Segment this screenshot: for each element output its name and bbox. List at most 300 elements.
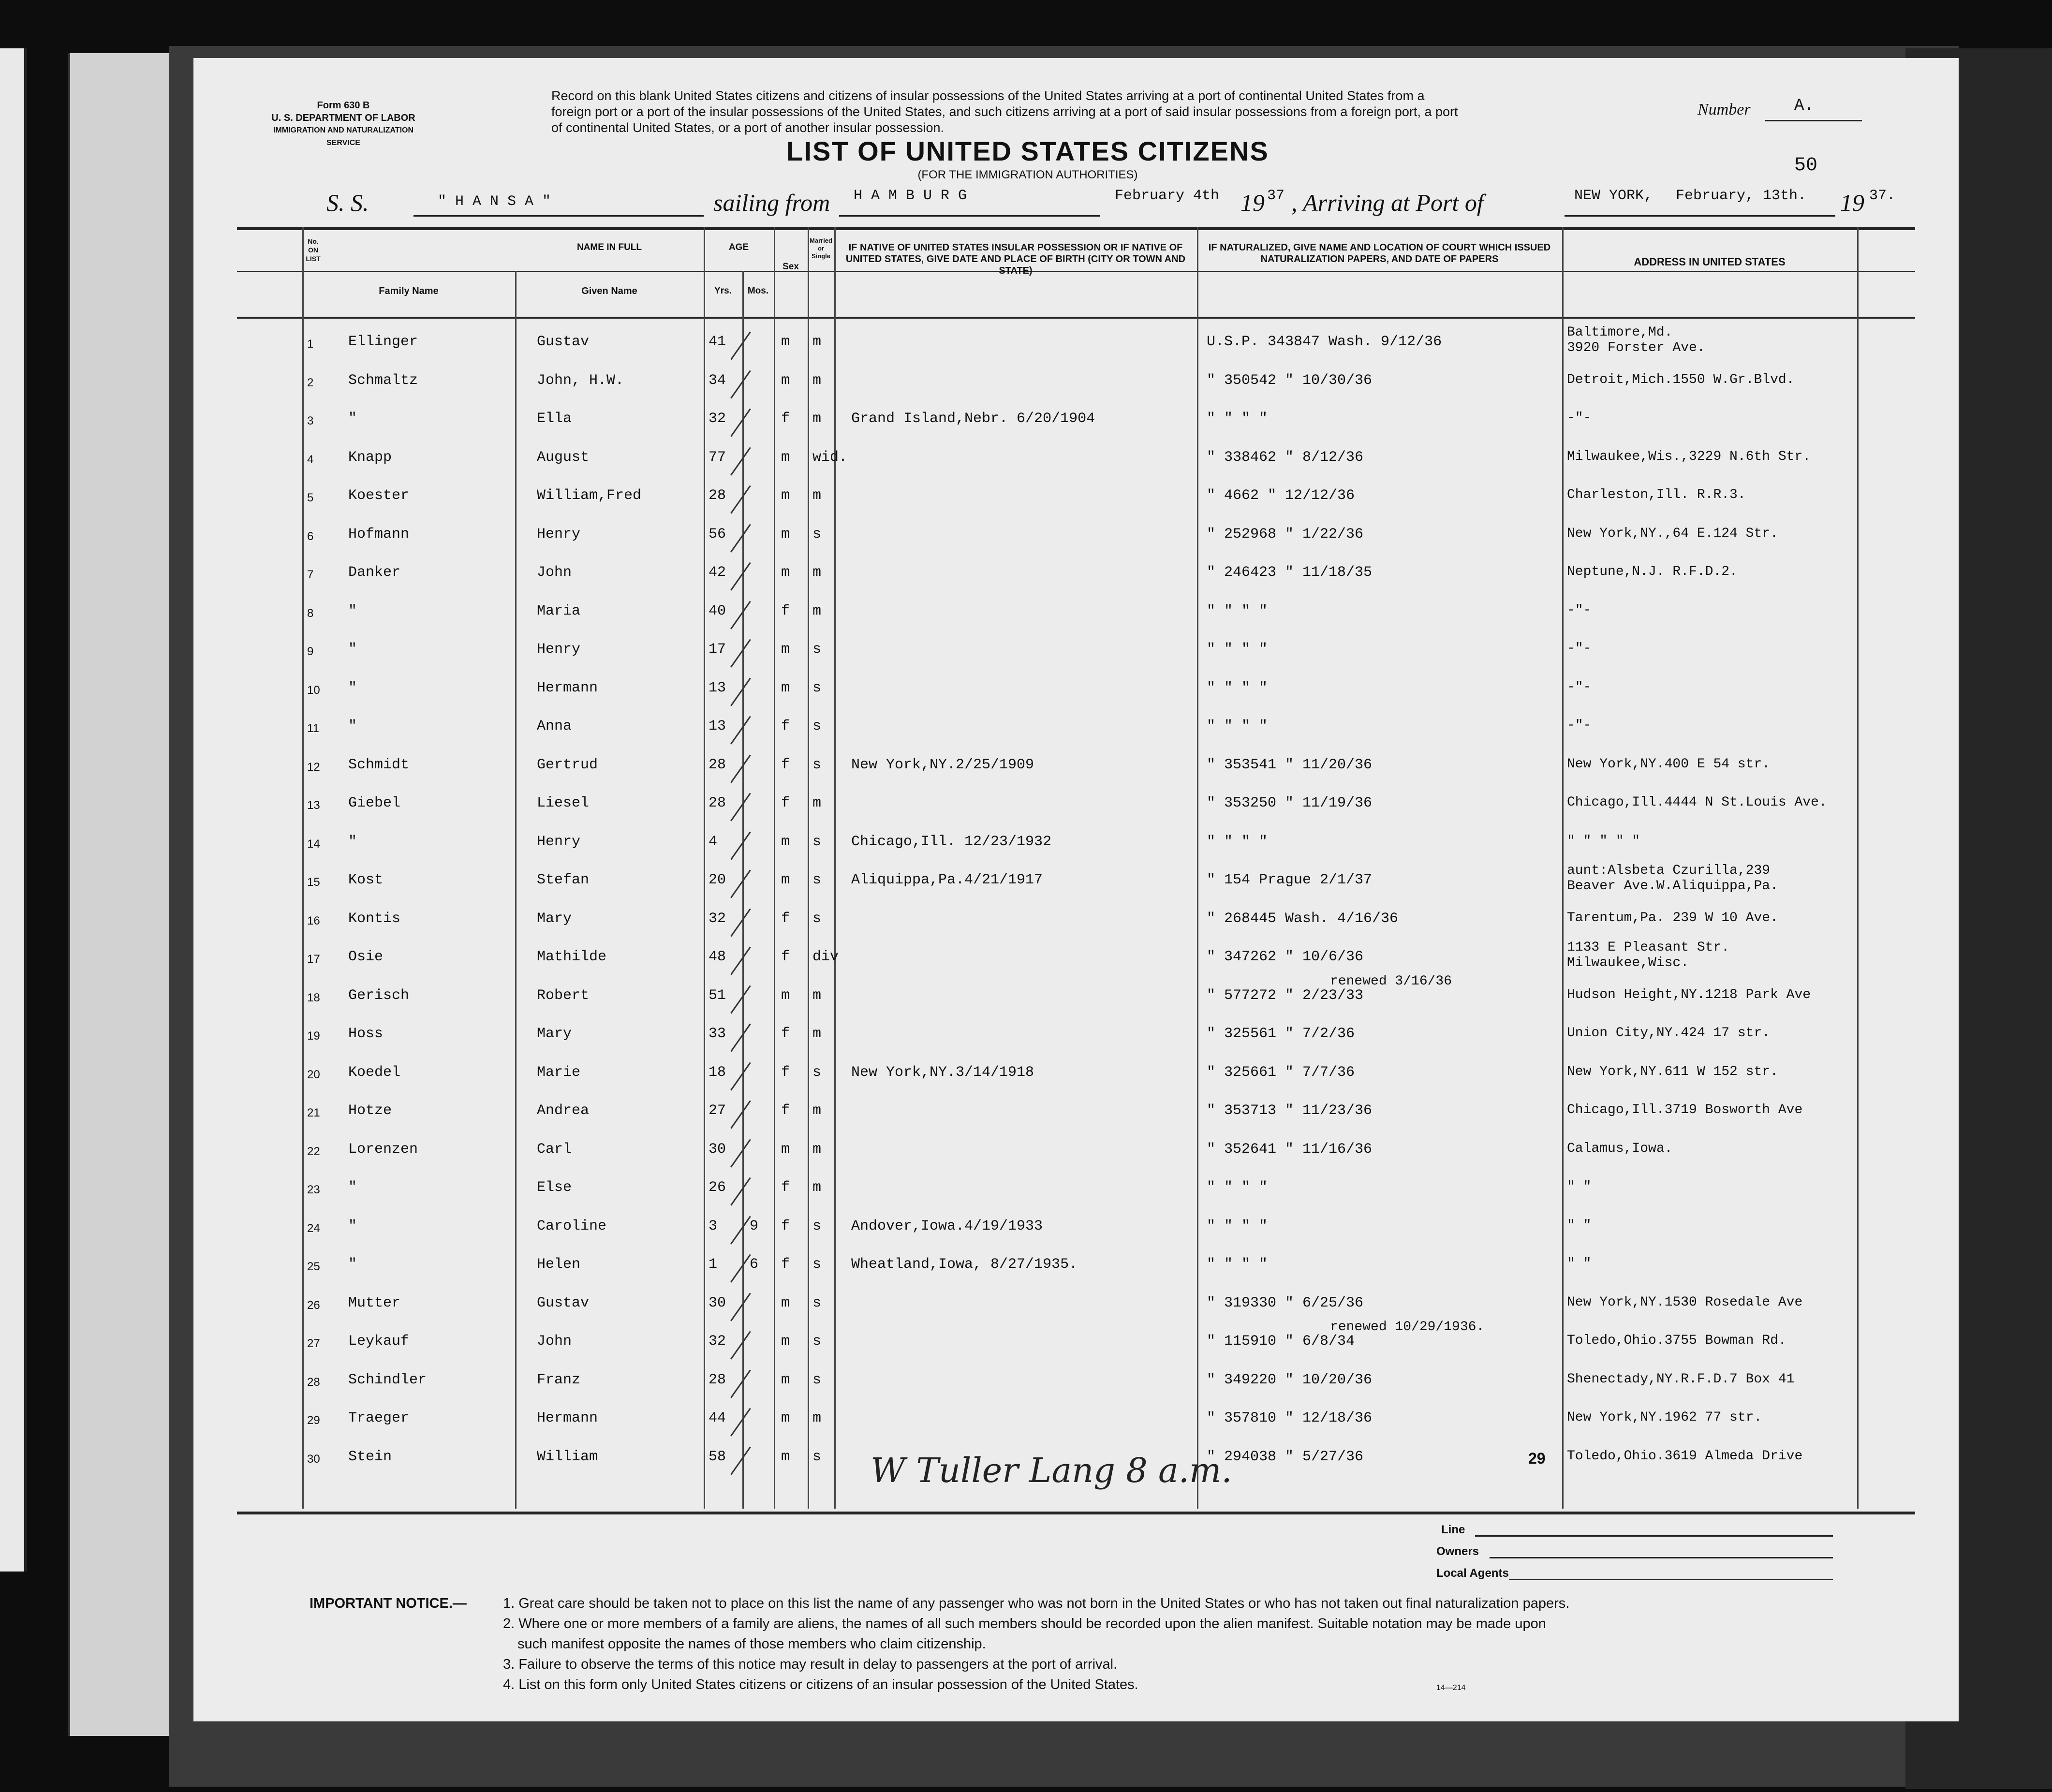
marital-status: m — [812, 334, 822, 350]
address: Hudson Height,NY.1218 Park Ave — [1567, 987, 1811, 1002]
line-label: Line — [1441, 1523, 1465, 1536]
given-name: Stefan — [537, 872, 590, 888]
sex: m — [781, 1410, 790, 1426]
family-name: Kost — [348, 872, 384, 888]
marital-status: s — [812, 526, 822, 543]
sex: f — [781, 718, 790, 734]
page-number: 50 — [1794, 155, 1818, 176]
age-years: 28 — [709, 487, 726, 504]
marital-status: s — [812, 679, 822, 696]
naturalization: U.S.P. 343847 Wash. 9/12/36 — [1207, 334, 1442, 350]
sailing-label: sailing from — [713, 189, 830, 216]
row-number: 27 — [307, 1337, 320, 1350]
given-name: Gustav — [537, 1294, 590, 1311]
age-years: 28 — [709, 1371, 726, 1388]
sex: m — [781, 449, 790, 466]
birth-place-date: Chicago,Ill. 12/23/1932 — [851, 833, 1052, 850]
address: Detroit,Mich.1550 W.Gr.Blvd. — [1567, 372, 1795, 387]
birth-place-date: Aliquippa,Pa.4/21/1917 — [851, 872, 1043, 888]
age-years: 27 — [709, 1102, 726, 1119]
address: New York,NY.1962 77 str. — [1567, 1410, 1762, 1425]
row-number: 13 — [307, 799, 320, 812]
address: Baltimore,Md. — [1567, 325, 1673, 340]
address: " " — [1567, 1218, 1592, 1233]
age-years: 3 — [709, 1218, 718, 1234]
sex: f — [781, 411, 790, 427]
family-name: " — [348, 1179, 357, 1196]
age-years: 32 — [709, 910, 726, 927]
sex: m — [781, 1141, 790, 1158]
sex: m — [781, 526, 790, 543]
given-name: Henry — [537, 833, 581, 850]
row-number: 7 — [307, 568, 314, 581]
notice-heading: IMPORTANT NOTICE.— — [310, 1596, 467, 1611]
form-number: Form 630 B — [317, 100, 370, 111]
ship-underline — [413, 215, 704, 217]
sex: f — [781, 1064, 790, 1081]
family-name: Hotze — [348, 1102, 392, 1119]
family-name: Koedel — [348, 1064, 401, 1081]
naturalization: " 246423 " 11/18/35 — [1207, 564, 1373, 581]
family-name: Kontis — [348, 910, 401, 927]
address-line-2: Milwaukee,Wisc. — [1567, 955, 1689, 970]
family-name: Schmaltz — [348, 372, 418, 389]
header-bottom-rule — [237, 317, 1915, 319]
col-header-native: IF NATIVE OF UNITED STATES INSULAR POSSESSION OR IF NATIVE OF UNITED STATES, GIVE DATE AND PLACE OF BIRTH (CITY OR TOWN AND STATE) — [845, 242, 1186, 276]
age-years: 56 — [709, 526, 726, 543]
marital-status: m — [812, 1410, 822, 1426]
col-header-address: ADDRESS IN UNITED STATES — [1634, 256, 1786, 268]
family-name: Knapp — [348, 449, 392, 466]
address: Tarentum,Pa. 239 W 10 Ave. — [1567, 910, 1778, 925]
col-header-married: Married or Single — [810, 237, 832, 260]
family-name: Osie — [348, 949, 384, 965]
row-number: 5 — [307, 491, 314, 504]
year-prefix: 19 — [1840, 189, 1864, 216]
family-name: " — [348, 718, 357, 734]
row-number: 18 — [307, 991, 320, 1004]
notice-item: 4. List on this form only United States citizens or citizens of an insular possession of the United States. — [503, 1677, 1138, 1692]
from-underline — [839, 215, 1100, 217]
naturalization: " 268445 Wash. 4/16/36 — [1207, 910, 1399, 927]
age-years: 44 — [709, 1410, 726, 1426]
page-subtitle: (FOR THE IMMIGRATION AUTHORITIES) — [917, 168, 1138, 181]
naturalization: " 115910 " 6/8/34 — [1207, 1333, 1355, 1350]
service: IMMIGRATION AND NATURALIZATION SERVICE — [273, 126, 414, 147]
naturalization: " " " " — [1207, 1179, 1268, 1196]
given-name: William — [537, 1448, 598, 1465]
naturalization: " " " " — [1207, 679, 1268, 696]
page-title: LIST OF UNITED STATES CITIZENS — [786, 136, 1269, 166]
age-years: 30 — [709, 1141, 726, 1158]
col-header-name: NAME IN FULL — [576, 242, 642, 252]
family-name: Koester — [348, 487, 410, 504]
age-years: 13 — [709, 679, 726, 696]
family-name: " — [348, 833, 357, 850]
col-divider — [774, 227, 775, 1509]
given-name: Mathilde — [537, 949, 607, 965]
given-name: Andrea — [537, 1102, 590, 1119]
age-years: 32 — [709, 1333, 726, 1350]
sex: f — [781, 910, 790, 927]
row-number: 28 — [307, 1375, 320, 1389]
given-name: Robert — [537, 987, 590, 1004]
marital-status: s — [812, 756, 822, 773]
marital-status: m — [812, 487, 822, 504]
address: Toledo,Ohio.3619 Almeda Drive — [1567, 1448, 1803, 1464]
marital-status: s — [812, 833, 822, 850]
depart-date: February 4th — [1115, 188, 1220, 204]
age-years: 4 — [709, 833, 718, 850]
agents-label: Local Agents — [1436, 1567, 1509, 1580]
family-name: Hoss — [348, 1026, 384, 1042]
age-years: 48 — [709, 949, 726, 965]
row-number: 17 — [307, 953, 320, 966]
family-name: Ellinger — [348, 334, 418, 350]
naturalization: " 357810 " 12/18/36 — [1207, 1410, 1373, 1426]
naturalization: " 338462 " 8/12/36 — [1207, 449, 1364, 466]
col-header-no: No. ON LIST — [306, 237, 321, 263]
row-number: 10 — [307, 683, 320, 697]
number-underline — [1765, 120, 1862, 121]
row-number: 19 — [307, 1029, 320, 1043]
age-years: 30 — [709, 1294, 726, 1311]
family-name: " — [348, 411, 357, 427]
address: Chicago,Ill.3719 Bosworth Ave — [1567, 1102, 1803, 1117]
family-name: Leykauf — [348, 1333, 410, 1350]
age-years: 42 — [709, 564, 726, 581]
row-number: 14 — [307, 837, 320, 851]
sex: f — [781, 602, 790, 619]
address: Neptune,N.J. R.F.D.2. — [1567, 564, 1738, 579]
marital-status: s — [812, 641, 822, 658]
family-name: " — [348, 679, 357, 696]
age-years: 41 — [709, 334, 726, 350]
year-suffix: 37. — [1869, 188, 1896, 204]
notice-item: 2. Where one or more members of a family are aliens, the names of all such members should be recorded upon the alien manifest. Suitable notation may be made upon — [503, 1616, 1546, 1631]
naturalization: " " " " — [1207, 641, 1268, 658]
birth-place-date: Andover,Iowa.4/19/1933 — [851, 1218, 1043, 1234]
age-years: 77 — [709, 449, 726, 466]
sex: m — [781, 872, 790, 888]
given-name: Carl — [537, 1141, 572, 1158]
given-name: Ella — [537, 411, 572, 427]
naturalization: " 353250 " 11/19/36 — [1207, 795, 1373, 811]
agents-underline — [1509, 1579, 1833, 1580]
sex: f — [781, 756, 790, 773]
family-name: " — [348, 1218, 357, 1234]
given-name: Anna — [537, 718, 572, 734]
given-name: Caroline — [537, 1218, 607, 1234]
record-line: Record on this blank United States citizens and citizens of insular possessions of the United States arriving at a port of continental United States from a — [551, 88, 1425, 103]
address: New York,NY.,64 E.124 Str. — [1567, 526, 1778, 541]
sex: m — [781, 1333, 790, 1350]
naturalization: " 577272 " 2/23/33 — [1207, 987, 1364, 1004]
age-years: 40 — [709, 602, 726, 619]
manifest-page — [193, 58, 1959, 1721]
age-years: 26 — [709, 1179, 726, 1196]
voyage-line — [326, 184, 1922, 227]
family-name: Schmidt — [348, 756, 410, 773]
birth-place-date: New York,NY.3/14/1918 — [851, 1064, 1034, 1081]
address: New York,NY.400 E 54 str. — [1567, 756, 1771, 772]
address-line-2: Beaver Ave.W.Aliquippa,Pa. — [1567, 879, 1778, 894]
given-name: August — [537, 449, 590, 466]
given-name: Else — [537, 1179, 572, 1196]
given-name: Hermann — [537, 1410, 598, 1426]
col-divider — [834, 227, 836, 1509]
ss-label: S. S. — [326, 189, 369, 216]
row-number: 11 — [307, 722, 319, 735]
address: " " — [1567, 1256, 1592, 1271]
owners-underline — [1490, 1557, 1833, 1558]
naturalization: " " " " — [1207, 602, 1268, 619]
marital-status: wid. — [812, 449, 848, 466]
row-number: 4 — [307, 453, 314, 466]
naturalization-note: renewed 10/29/1936. — [1330, 1320, 1485, 1335]
line-underline — [1475, 1535, 1833, 1537]
given-name: Franz — [537, 1371, 581, 1388]
col-header-naturalized: IF NATURALIZED, GIVE NAME AND LOCATION OF COURT WHICH ISSUED NATURALIZATION PAPERS, AND DATE OF PAPERS — [1208, 242, 1551, 264]
family-name: " — [348, 641, 357, 658]
sex: f — [781, 1102, 790, 1119]
family-name: " — [348, 602, 357, 619]
marital-status: s — [812, 872, 822, 888]
marital-status: s — [812, 718, 822, 734]
sex: m — [781, 641, 790, 658]
row-number: 9 — [307, 645, 314, 658]
marital-status: s — [812, 910, 822, 927]
adjacent-page-edge — [0, 48, 27, 1572]
age-years: 51 — [709, 987, 726, 1004]
age-years: 58 — [709, 1448, 726, 1465]
col-header-age: AGE — [728, 242, 749, 252]
sex: m — [781, 372, 790, 389]
family-name: Stein — [348, 1448, 392, 1465]
family-name: Gerisch — [348, 987, 410, 1004]
naturalization: " " " " — [1207, 833, 1268, 850]
address: -"- — [1567, 679, 1592, 695]
marital-status: s — [812, 1294, 822, 1311]
col-divider — [302, 227, 304, 1509]
age-years: 1 — [709, 1256, 718, 1273]
arriving-label: , Arriving at Port of — [1291, 189, 1484, 216]
age-years: 33 — [709, 1026, 726, 1042]
address: 1133 E Pleasant Str. — [1567, 940, 1730, 955]
number-value: A. — [1794, 97, 1814, 115]
given-name: John — [537, 564, 572, 581]
family-name: Hofmann — [348, 526, 410, 543]
naturalization: " 350542 " 10/30/36 — [1207, 372, 1373, 389]
marital-status: m — [812, 987, 822, 1004]
age-months: 9 — [750, 1218, 759, 1234]
family-name: Traeger — [348, 1410, 410, 1426]
row-number: 30 — [307, 1452, 320, 1466]
binder-strip — [68, 53, 184, 1736]
family-name: Danker — [348, 564, 401, 581]
naturalization: " 353541 " 11/20/36 — [1207, 756, 1373, 773]
marital-status: m — [812, 372, 822, 389]
naturalization: " 325661 " 7/7/36 — [1207, 1064, 1355, 1081]
address: Toledo,Ohio.3755 Bowman Rd. — [1567, 1333, 1786, 1348]
address: -"- — [1567, 718, 1592, 733]
sex: m — [781, 987, 790, 1004]
year-suffix: 37 — [1267, 188, 1285, 204]
sex: m — [781, 1294, 790, 1311]
naturalization: " 352641 " 11/16/36 — [1207, 1141, 1373, 1158]
given-name: Mary — [537, 910, 572, 927]
address: Calamus,Iowa. — [1567, 1141, 1673, 1156]
row-number: 8 — [307, 606, 314, 620]
address: Shenectady,NY.R.F.D.7 Box 41 — [1567, 1371, 1795, 1387]
address: " " — [1567, 1179, 1592, 1194]
family-name: Giebel — [348, 795, 401, 811]
given-name: Hermann — [537, 679, 598, 696]
col-divider — [515, 271, 517, 1509]
from-port: H A M B U R G — [854, 188, 967, 204]
family-name: Schindler — [348, 1371, 427, 1388]
record-line: foreign port or a port of the insular possessions of the United States, and such citizens arriving at a port of said insular possessions from a foreign port, a port — [551, 104, 1458, 119]
naturalization: " " " " — [1207, 1218, 1268, 1234]
page-total: 29 — [1528, 1450, 1546, 1467]
marital-status: div — [812, 949, 839, 965]
naturalization: " 252968 " 1/22/36 — [1207, 526, 1364, 543]
marital-status: m — [812, 1026, 822, 1042]
row-number: 12 — [307, 760, 320, 774]
arrive-date: February, 13th. — [1676, 188, 1807, 204]
row-number: 6 — [307, 529, 314, 543]
marital-status: m — [812, 1141, 822, 1158]
col-divider — [1197, 227, 1198, 1509]
ship-name: " H A N S A " — [438, 193, 551, 210]
address: New York,NY.1530 Rosedale Ave — [1567, 1294, 1803, 1310]
record-line: of continental United States, or a port of another insular possession. — [551, 120, 944, 135]
col-header-mos: Mos. — [747, 286, 769, 296]
given-name: John — [537, 1333, 572, 1350]
naturalization: " 154 Prague 2/1/37 — [1207, 872, 1373, 888]
age-years: 32 — [709, 411, 726, 427]
marital-status: s — [812, 1256, 822, 1273]
naturalization: " " " " — [1207, 411, 1268, 427]
row-number: 24 — [307, 1221, 320, 1235]
sex: m — [781, 334, 790, 350]
family-name: " — [348, 1256, 357, 1273]
address: -"- — [1567, 641, 1592, 656]
naturalization: " 349220 " 10/20/36 — [1207, 1371, 1373, 1388]
marital-status: s — [812, 1448, 822, 1465]
year-prefix: 19 — [1240, 189, 1265, 216]
family-name: Lorenzen — [348, 1141, 418, 1158]
sex: f — [781, 795, 790, 811]
arrive-underline — [1565, 215, 1835, 217]
age-years: 20 — [709, 872, 726, 888]
given-name: Liesel — [537, 795, 590, 811]
row-number: 20 — [307, 1068, 320, 1081]
given-name: Henry — [537, 641, 581, 658]
naturalization-note: renewed 3/16/36 — [1330, 973, 1452, 989]
sex: f — [781, 1026, 790, 1042]
sex: m — [781, 1371, 790, 1388]
birth-place-date: New York,NY.2/25/1909 — [851, 756, 1034, 773]
notice-item: 3. Failure to observe the terms of this notice may result in delay to passengers at the port of arrival. — [503, 1657, 1118, 1672]
row-number: 29 — [307, 1414, 320, 1427]
naturalization: " 4662 " 12/12/36 — [1207, 487, 1355, 504]
row-number: 21 — [307, 1106, 320, 1119]
address: Milwaukee,Wis.,3229 N.6th Str. — [1567, 449, 1811, 464]
record-instructions — [551, 88, 1649, 136]
birth-place-date: Grand Island,Nebr. 6/20/1904 — [851, 411, 1095, 427]
naturalization: " 294038 " 5/27/36 — [1207, 1448, 1364, 1465]
print-code: 14—214 — [1436, 1684, 1466, 1692]
marital-status: m — [812, 411, 822, 427]
given-name: John, H.W. — [537, 372, 624, 389]
number-label: Number — [1698, 101, 1751, 118]
sex: m — [781, 1448, 790, 1465]
row-number: 25 — [307, 1260, 320, 1273]
row-number: 2 — [307, 376, 314, 389]
address: Charleston,Ill. R.R.3. — [1567, 487, 1746, 502]
age-years: 34 — [709, 372, 726, 389]
department: U. S. DEPARTMENT OF LABOR — [271, 113, 415, 123]
age-years: 13 — [709, 718, 726, 734]
sex: m — [781, 679, 790, 696]
family-name: Mutter — [348, 1294, 401, 1311]
row-number: 1 — [307, 338, 314, 351]
age-years: 28 — [709, 756, 726, 773]
marital-status: m — [812, 602, 822, 619]
notice-item: such manifest opposite the names of those members who claim citizenship. — [517, 1636, 986, 1652]
sex: f — [781, 949, 790, 965]
address: Chicago,Ill.4444 N St.Louis Ave. — [1567, 795, 1827, 810]
address: " " " " " — [1567, 833, 1640, 849]
marital-status: m — [812, 564, 822, 581]
sex: m — [781, 833, 790, 850]
given-name: Henry — [537, 526, 581, 543]
col-header-given: Given Name — [581, 286, 637, 296]
owners-label: Owners — [1436, 1545, 1479, 1558]
notice-item: 1. Great care should be taken not to place on this list the name of any passenger who was not born in the United States or who has not taken out final naturalization papers. — [503, 1596, 1570, 1611]
given-name: Marie — [537, 1064, 581, 1081]
address: aunt:Alsbeta Czurilla,239 — [1567, 863, 1771, 878]
age-years: 28 — [709, 795, 726, 811]
row-number: 16 — [307, 914, 320, 927]
birth-place-date: Wheatland,Iowa, 8/27/1935. — [851, 1256, 1078, 1273]
col-divider — [704, 227, 705, 1509]
address: New York,NY.611 W 152 str. — [1567, 1064, 1778, 1079]
marital-status: m — [812, 1102, 822, 1119]
given-name: Helen — [537, 1256, 581, 1273]
col-header-sex: Sex — [782, 262, 799, 272]
marital-status: m — [812, 795, 822, 811]
address: -"- — [1567, 602, 1592, 618]
row-number: 23 — [307, 1183, 320, 1196]
address: -"- — [1567, 411, 1592, 426]
address: Union City,NY.424 17 str. — [1567, 1026, 1771, 1041]
naturalization: " " " " — [1207, 718, 1268, 734]
naturalization: " 347262 " 10/6/36 — [1207, 949, 1364, 965]
naturalization: " " " " — [1207, 1256, 1268, 1273]
row-number: 15 — [307, 876, 320, 889]
col-divider — [808, 227, 809, 1509]
row-number: 3 — [307, 414, 314, 427]
marital-status: s — [812, 1333, 822, 1350]
sex: f — [781, 1256, 790, 1273]
sex: f — [781, 1218, 790, 1234]
given-name: Maria — [537, 602, 581, 619]
naturalization: " 319330 " 6/25/36 — [1207, 1294, 1364, 1311]
list-number — [1698, 97, 1814, 119]
row-number: 22 — [307, 1145, 320, 1158]
